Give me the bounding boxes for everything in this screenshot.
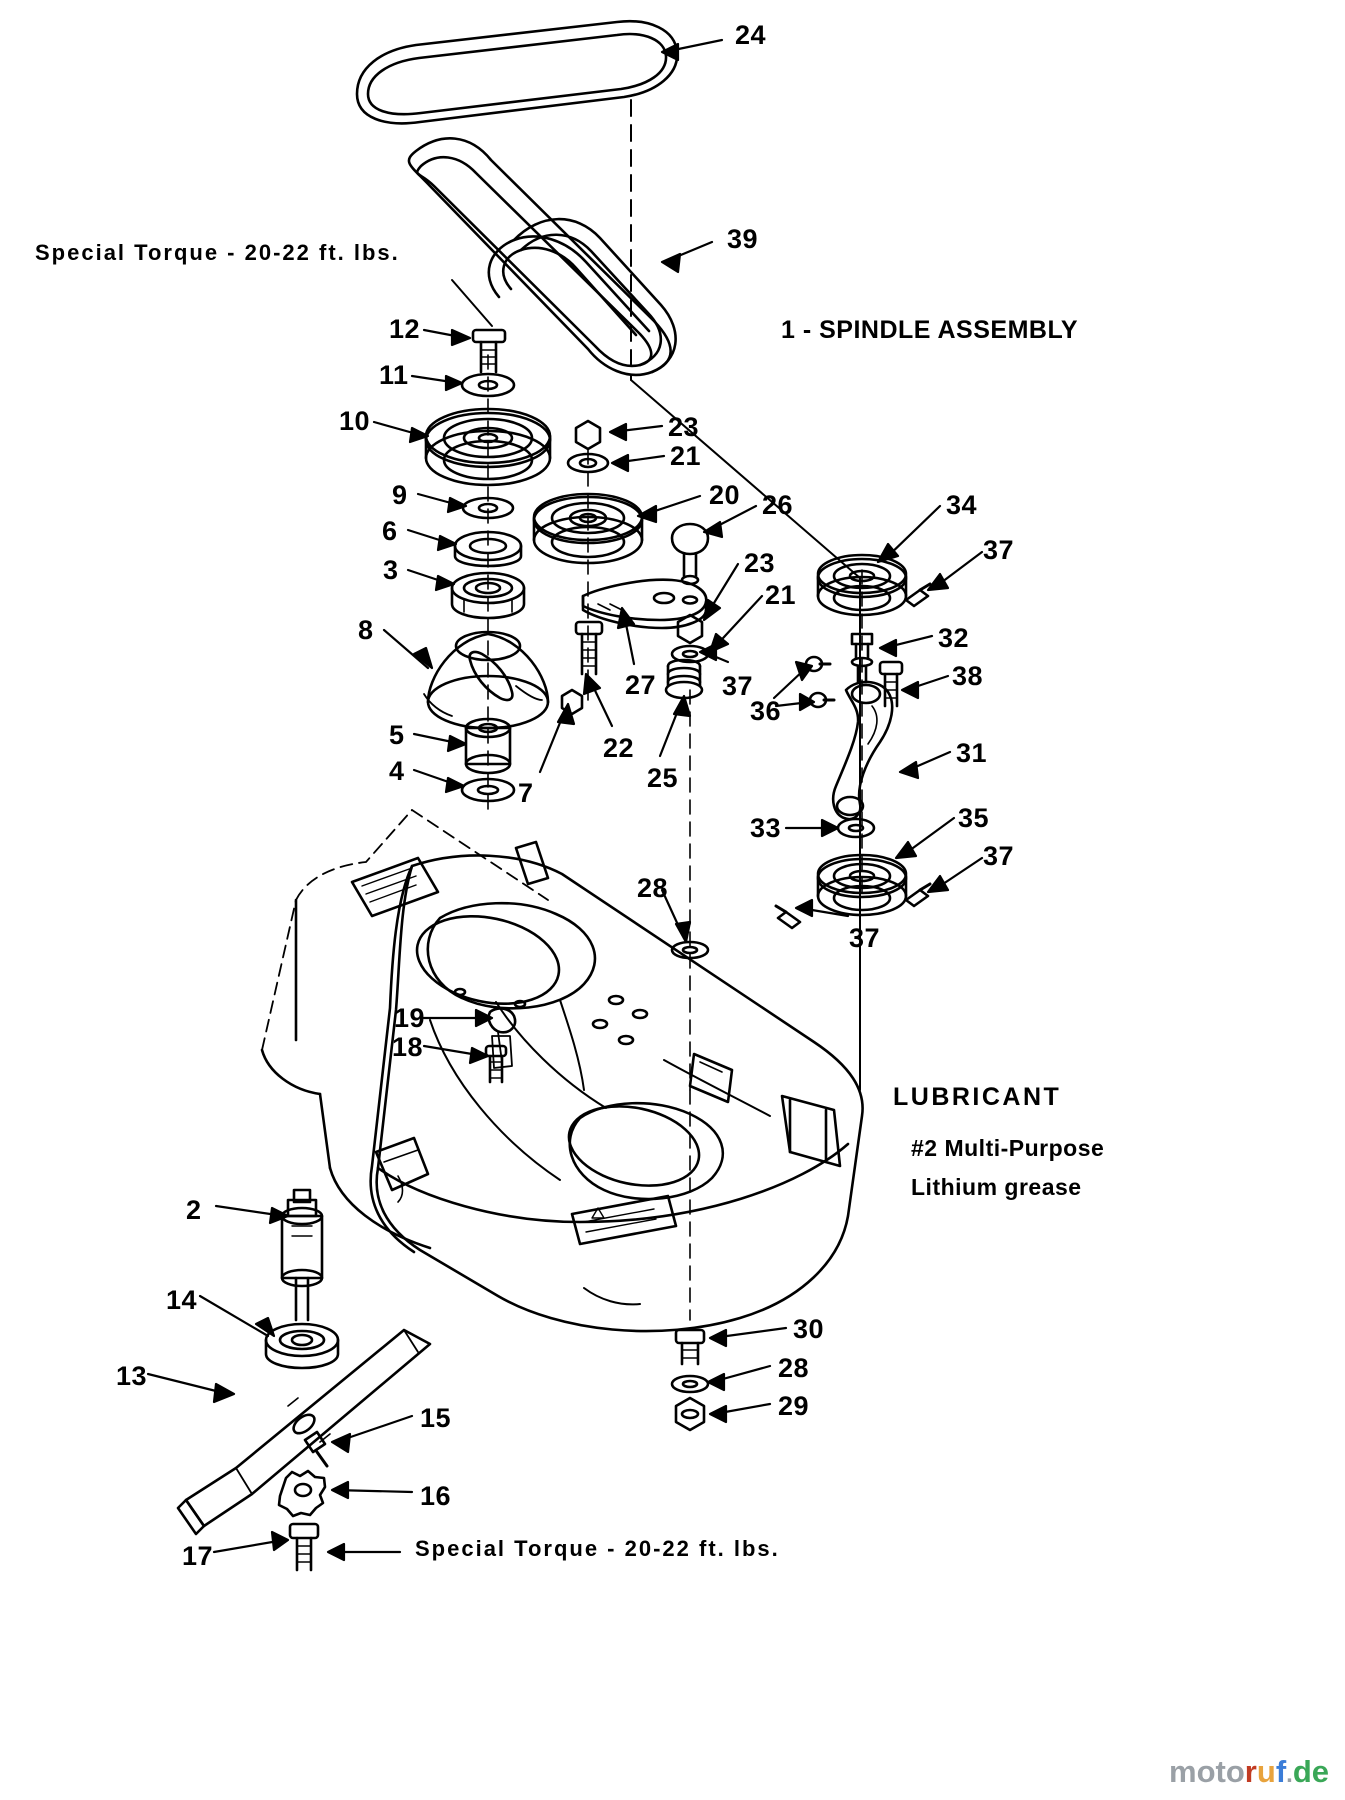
- callout-30: 30: [793, 1314, 825, 1344]
- part-37c-grease-fitting-icon: [906, 884, 930, 906]
- part-17-bolt-icon: [290, 1524, 318, 1570]
- callout-4: 4: [389, 756, 405, 786]
- part-30-bolt-icon: [676, 1330, 704, 1364]
- part-28b-washer-icon: [672, 1376, 708, 1392]
- part-23-nut-icon: [576, 421, 600, 449]
- callout-31: 31: [956, 738, 988, 768]
- lubricant-line-2: Lithium grease: [911, 1174, 1082, 1200]
- callout-39: 39: [727, 224, 759, 254]
- callout-27: 27: [625, 670, 657, 700]
- watermark-part-2: de: [1292, 1754, 1329, 1789]
- callout-25: 25: [647, 763, 679, 793]
- callout-36: 36: [750, 696, 782, 726]
- callout-6: 6: [382, 516, 398, 546]
- part-22-bolt-icon: [576, 622, 602, 674]
- part-26-knob-icon: [672, 524, 708, 584]
- callout-21a: 21: [670, 441, 702, 471]
- callout-37c: 37: [983, 841, 1015, 871]
- part-25-spring-icon: [666, 660, 702, 698]
- callout-14: 14: [166, 1285, 198, 1315]
- callout-33: 33: [750, 813, 782, 843]
- part-23b-nut-icon: [678, 615, 702, 643]
- callout-24: 24: [735, 20, 767, 50]
- belt-39-icon: [409, 138, 676, 375]
- part-27-bracket-icon: [583, 580, 706, 628]
- callout-34: 34: [946, 490, 978, 520]
- callout-29: 29: [778, 1391, 810, 1421]
- callout-23b: 23: [744, 548, 776, 578]
- torque-note-bottom: Special Torque - 20-22 ft. lbs.: [415, 1536, 780, 1561]
- callout-28b: 28: [778, 1353, 810, 1383]
- callout-2: 2: [186, 1195, 202, 1225]
- callout-28a: 28: [637, 873, 669, 903]
- callout-3: 3: [383, 555, 399, 585]
- belt-24-icon: [357, 21, 677, 123]
- diagram-title: 1 - SPINDLE ASSEMBLY: [781, 316, 1079, 344]
- part-8-housing-icon: [424, 632, 548, 728]
- part-35-pulley-icon: [818, 855, 906, 915]
- callout-16: 16: [420, 1481, 452, 1511]
- watermark-dot: .: [1286, 1761, 1293, 1788]
- callout-5: 5: [389, 720, 405, 750]
- callout-13: 13: [116, 1361, 148, 1391]
- callout-10: 10: [339, 406, 371, 436]
- lubricant-line-1: #2 Multi-Purpose: [911, 1135, 1105, 1161]
- callout-21b: 21: [765, 580, 797, 610]
- callout-22: 22: [603, 733, 635, 763]
- callout-18: 18: [392, 1032, 424, 1062]
- part-2-spindle-icon: [282, 1190, 322, 1320]
- part-13-blade-icon: [178, 1330, 430, 1534]
- part-16-star-washer-icon: [279, 1471, 325, 1516]
- callout-17: 17: [182, 1541, 214, 1571]
- part-15-pin-icon: [305, 1432, 327, 1466]
- callout-20: 20: [709, 480, 741, 510]
- callout-11: 11: [379, 360, 409, 390]
- part-14-bearing-icon: [266, 1324, 338, 1368]
- callout-37a: 37: [983, 535, 1015, 565]
- part-18-bolt-icon: [486, 1046, 506, 1082]
- part-12-bolt-icon: [473, 330, 505, 372]
- callout-37b: 37: [722, 671, 754, 701]
- callout-7: 7: [518, 778, 534, 808]
- callout-9: 9: [392, 480, 408, 510]
- watermark-part-1: motoruf: [1169, 1754, 1287, 1789]
- deck-label-top: [352, 858, 438, 916]
- callout-35: 35: [958, 803, 990, 833]
- part-5-spacer-icon: [466, 719, 510, 773]
- callout-15: 15: [420, 1403, 452, 1433]
- callout-37d: 37: [849, 923, 881, 953]
- torque-note-top: Special Torque - 20-22 ft. lbs.: [35, 240, 400, 265]
- callout-19: 19: [394, 1003, 426, 1033]
- part-37a-grease-fitting-icon: [906, 584, 930, 606]
- callout-23a: 23: [668, 412, 700, 442]
- part-33-spacer-icon: [838, 819, 874, 837]
- mower-deck-icon: [262, 810, 863, 1331]
- callout-32: 32: [938, 623, 970, 653]
- callout-38: 38: [952, 661, 984, 691]
- callout-26: 26: [762, 490, 794, 520]
- callout-12: 12: [389, 314, 421, 344]
- part-29-nut-icon: [676, 1398, 704, 1430]
- callout-8: 8: [358, 615, 374, 645]
- watermark: [1169, 1754, 1329, 1790]
- lubricant-heading: LUBRICANT: [893, 1083, 1062, 1111]
- leader-lines: [148, 40, 982, 1560]
